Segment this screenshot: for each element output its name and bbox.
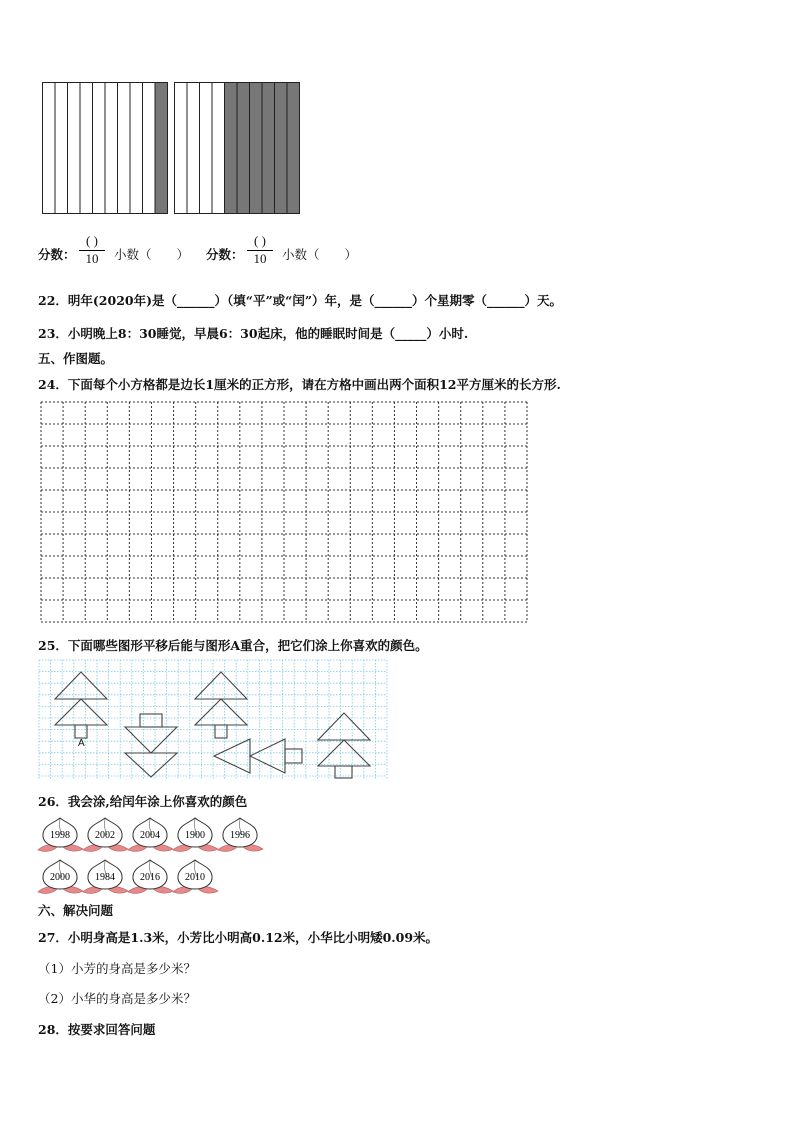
- strip: [68, 83, 81, 214]
- peach-year-label: 2000: [50, 872, 70, 883]
- peach-icon: [173, 815, 219, 855]
- peach-year[interactable]: [38, 857, 84, 897]
- shape-5-top-triangle: [318, 713, 370, 740]
- strip: [130, 83, 143, 214]
- strip: [212, 83, 225, 214]
- question-28: 28．按要求回答问题: [38, 1022, 156, 1037]
- section-6-heading: 六、解决问题: [38, 903, 114, 918]
- strip: [80, 83, 93, 214]
- shape-5-bottom-triangle: [318, 740, 370, 766]
- peach-year-label: 1996: [230, 830, 250, 841]
- fraction-denominator: 10: [85, 251, 99, 266]
- strip-shaded: [237, 83, 250, 214]
- fraction-numerator: ( ): [86, 233, 98, 248]
- strip-shaded: [250, 83, 263, 214]
- fraction-label-right: 分数：: [206, 247, 244, 262]
- peach-year[interactable]: [38, 815, 84, 855]
- peach-icon: [83, 857, 129, 897]
- section-5-heading: 五、作图题。: [38, 351, 114, 366]
- strip-shaded: [287, 83, 300, 214]
- translation-figure-grid: [38, 659, 388, 780]
- strip-diagram-left: [42, 82, 168, 214]
- shape-4-trunk: [285, 749, 302, 763]
- peach-icon: [38, 857, 84, 897]
- peach-year[interactable]: [83, 857, 129, 897]
- peach-icon: [128, 815, 174, 855]
- strip: [200, 83, 213, 214]
- question-27: 27．小明身高是1.3米，小芳比小明高0.12米，小华比小明矮0.09米。: [38, 930, 439, 945]
- strip: [43, 83, 56, 214]
- shape-3-bottom-triangle: [195, 699, 247, 725]
- question-25: 25．下面哪些图形平移后能与图形A重合，把它们涂上你喜欢的颜色。: [38, 638, 428, 653]
- square-grid: [40, 401, 528, 623]
- peach-year-label: 2010: [185, 872, 205, 883]
- strip-diagram-right: [174, 82, 300, 214]
- peach-year[interactable]: [173, 815, 219, 855]
- peach-year-label: 1984: [95, 872, 115, 883]
- peach-year[interactable]: [173, 857, 219, 897]
- shape-3-trunk: [215, 725, 227, 738]
- shape-a-bottom-triangle: [55, 699, 107, 725]
- peach-icon: [218, 815, 264, 855]
- strip: [143, 83, 156, 214]
- question-23: 23．小明晚上8：30睡觉，早晨6：30起床，他的睡眠时间是（_____）小时.: [38, 326, 469, 341]
- shape-2-bottom-triangle: [125, 753, 177, 777]
- peach-year-label: 2002: [95, 830, 115, 841]
- strip-shaded: [225, 83, 238, 214]
- question-27-part-2: （2）小华的身高是多少米？: [38, 991, 196, 1006]
- question-24: 24．下面每个小方格都是边长1厘米的正方形，请在方格中画出两个面积12平方厘米的长方形.: [38, 377, 561, 392]
- question-22: 22．明年(2020年)是（______）（填“平”或“闰”）年，是（______）个星期零（______）天。: [38, 293, 563, 308]
- strip: [187, 83, 200, 214]
- peach-year-label: 1998: [50, 830, 70, 841]
- shape-4-left-triangle: [214, 739, 250, 773]
- fraction-label-left: 分数：: [38, 247, 76, 262]
- fraction-numerator: ( ): [254, 233, 266, 248]
- strip: [55, 83, 68, 214]
- strip-shaded: [262, 83, 275, 214]
- question-26: 26．我会涂,给闰年涂上你喜欢的颜色: [38, 794, 248, 809]
- peach-year-label: 1900: [185, 830, 205, 841]
- peach-year-label: 2004: [140, 830, 160, 841]
- peach-year[interactable]: [83, 815, 129, 855]
- peach-icon: [83, 815, 129, 855]
- strip-shaded: [275, 83, 288, 214]
- peach-icon: [173, 857, 219, 897]
- shape-2-top-triangle: [125, 727, 177, 753]
- fraction-denominator: 10: [253, 251, 267, 266]
- strip-shaded: [155, 83, 168, 214]
- figure-a-label: A: [78, 738, 85, 749]
- peach-year-label: 2016: [140, 872, 160, 883]
- question-27-part-1: （1）小芳的身高是多少米？: [38, 961, 196, 976]
- peach-year[interactable]: [218, 815, 264, 855]
- peach-icon: [128, 857, 174, 897]
- peach-year[interactable]: [128, 815, 174, 855]
- strip: [118, 83, 131, 214]
- strip: [175, 83, 188, 214]
- strip: [105, 83, 118, 214]
- fraction-left: [79, 233, 105, 266]
- peach-icon: [38, 815, 84, 855]
- shape-3-top-triangle: [195, 672, 247, 699]
- decimal-label-right: 小数（ ）: [282, 247, 358, 262]
- strip: [93, 83, 106, 214]
- fraction-right: [247, 233, 273, 266]
- decimal-label-left: 小数（ ）: [114, 247, 190, 262]
- shape-4-right-triangle: [250, 739, 285, 773]
- peach-year[interactable]: [128, 857, 174, 897]
